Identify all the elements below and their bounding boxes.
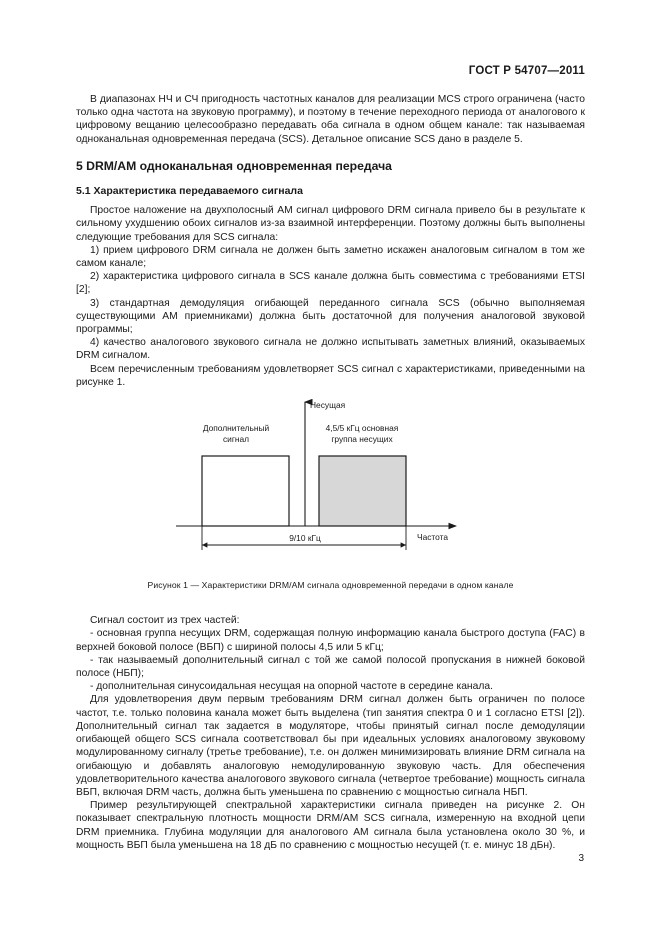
- figure-1-diagram: [76, 399, 585, 589]
- label-frequency: Частота: [417, 532, 449, 543]
- figure-1-caption: Рисунок 1 — Характеристики DRM/AM сигнала одновременной передачи в одном канале: [147, 580, 514, 591]
- requirement-4: 4) качество аналогового звукового сигнала не должно испытывать заметных влияний, оказываемых DRM сигналом.: [76, 337, 585, 362]
- document-header: ГОСТ Р 54707—2011: [468, 65, 585, 77]
- body-paragraph-1: Сигнал состоит из трех частей:: [90, 615, 240, 627]
- label-bandwidth: 9/10 кГц: [289, 533, 321, 544]
- section-5-paragraph-2: Всем перечисленным требованиям удовлетворяет SCS сигнал с характеристиками, приведенными на рисунке 1.: [76, 363, 585, 388]
- label-drm-group-line2: группа несущих: [331, 434, 393, 445]
- label-complementary-line1: Дополнительный: [202, 423, 270, 434]
- requirement-2: 2) характеристика цифрового сигнала в SCS канале должна быть совместима с требованиями ETSI [2];: [76, 271, 585, 296]
- body-paragraph-3: Пример результирующей спектральной характеристики сигнала приведен на рисунке 2. Он показывает спектральную плотность мощности DRM/AM SCS сигнала, измеренную на входной цепи DRM приемника. Глубина модуляции для аналогового AM сигнала была установлена около 30 %, и мощность ВБП была уменьшена на 18 дБ по сравнению с мощностью несущей (т. е. минус 18 дБн).: [76, 800, 585, 851]
- requirement-3: 3) стандартная демодуляция огибающей переданного сигнала SCS (обычно выполняемая существующими AM приемниками) должна быть достаточной для получения аналоговой звуковой программы;: [76, 297, 585, 336]
- page-content: [76, 93, 585, 852]
- label-complementary-line2: сигнал: [222, 434, 250, 445]
- label-drm-group-line1: 4,5/5 кГц основная: [325, 423, 399, 434]
- section-5-title: 5 DRM/AM одноканальная одновременная передача: [76, 158, 392, 173]
- complementary-signal-block: [202, 456, 289, 526]
- figure-1: [76, 399, 585, 589]
- bullet-1: - основная группа несущих DRM, содержащая полную информацию канала быстрого доступа (FAC) в верхней боковой полосе (ВБП) с шириной полосы 4,5 или 5 кГц;: [76, 628, 585, 653]
- body-text: [76, 614, 585, 852]
- page-number: 3: [578, 853, 584, 864]
- requirement-1: 1) прием цифрового DRM сигнала не должен быть заметно искажен аналоговым сигналом в том же самом канале;: [76, 244, 585, 270]
- drm-carrier-group-block: [319, 456, 406, 526]
- section-5-paragraph-1: Простое наложение на двухполосный AM сигнал цифрового DRM сигнала привело бы в результате к сильному ухудшению обоих сигналов из-за взаимной интерференции. Поэтому должны быть выполнены следующие требования для SCS сигнала:: [76, 205, 585, 243]
- bullet-2: - так называемый дополнительный сигнал с той же самой полосой пропускания в нижней боковой полосе (НБП);: [76, 654, 585, 680]
- subsection-5-1-title: 5.1 Характеристика передаваемого сигнала: [76, 185, 303, 198]
- label-carrier: Несущая: [310, 400, 346, 411]
- bullet-3: - дополнительная синусоидальная несущая на опорной частоте в середине канала.: [90, 681, 493, 693]
- body-paragraph-2: Для удовлетворения двум первым требованиям DRM сигнал должен быть ограничен по полосе частот, т.е. только половина канала может быть выделена (тип занятия спектра 0 и 1 согласно ETSI [2]). Дополнительный сигнал так задается в модуляторе, чтобы принятый сигнал после демодуляции огибающей общего SCS сигнала соответствовал бы при идеальных условиях аналоговому звуковому модулированному сигналу (третье требование), т.е. он должен минимизировать влияние DRM сигнала на огибающую и добавлять аналоговую немодулированную звуковую часть. Для обеспечения удовлетворительного качества аналогового звукового сигнала (четвертое требование) мощность сигнала ВБП, включая DRM часть, должна быть уменьшена по сравнению с мощностью сигнала НБП.: [76, 694, 585, 798]
- intro-paragraph: В диапазонах НЧ и СЧ пригодность частотных каналов для реализации MCS строго ограничена (часто только одна частота на звуковую программу), и поэтому в течение переходного периода от аналогового к цифровому вещанию целесообразно передавать оба сигнала в одном общем канале: так называемая одноканальная одновременная передача (SCS). Детальное описание SCS дано в разделе 5.: [76, 94, 585, 145]
